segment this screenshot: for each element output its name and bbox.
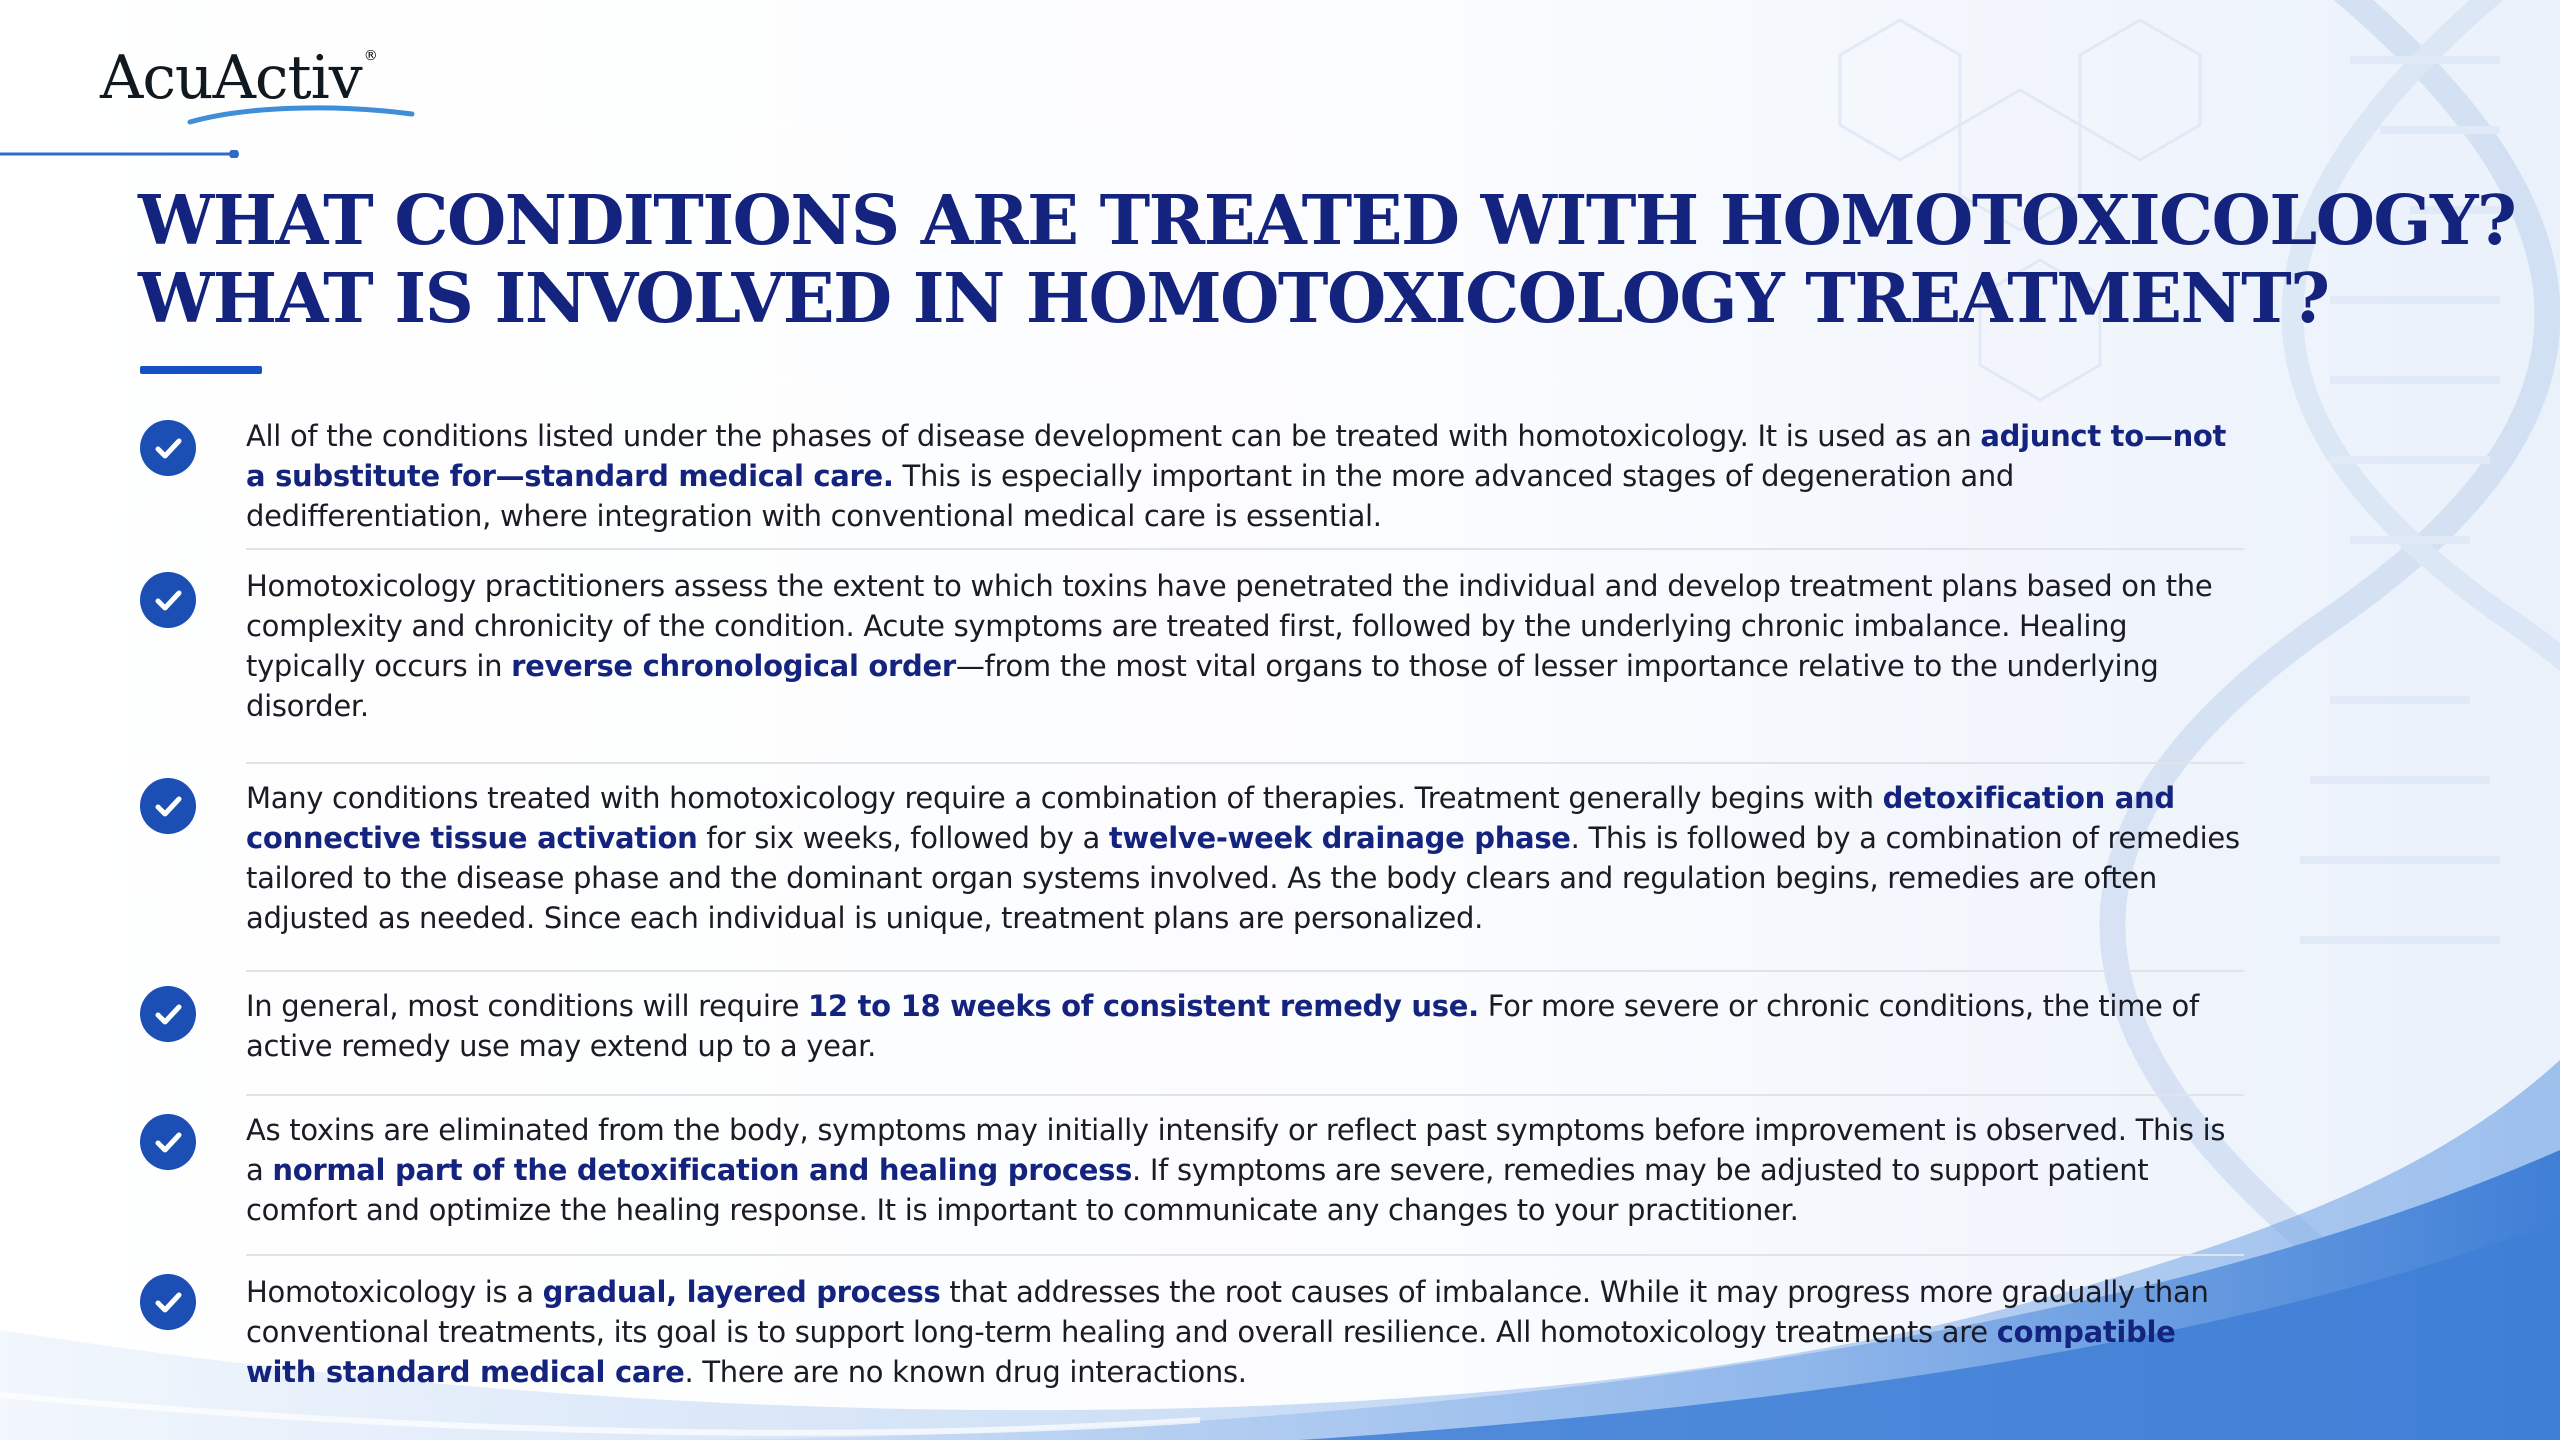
title-line-2: WHAT IS INVOLVED IN HOMOTOXICOLOGY TREATMENT? [138,259,2329,339]
item-text-part: In general, most conditions will require [246,989,809,1023]
checkmark-circle-icon [140,1114,196,1170]
brand-name: AcuActiv [100,43,362,113]
registered-mark: ® [363,48,378,64]
item-text-part: . If symptoms are severe, remedies may be adjusted to support patient comfort and optimize the healing response. It is important to communicate any changes to your practitioner. [246,1153,2149,1227]
checkmark-circle-icon [140,778,196,834]
item-text [246,416,2246,536]
item-text-part: —from the most vital organs to those of lesser importance relative to the underlying disorder. [246,649,2159,723]
header-rule [0,150,240,158]
item-highlight: normal part of the detoxification and healing process [272,1153,1133,1187]
item-highlight: 12 to 18 weeks of consistent remedy use. [808,989,1479,1023]
list-item [140,550,2240,762]
item-text-part: This is especially important in the more advanced stages of degeneration and dedifferentiation, where integration with conventional medical care is essential. [246,459,2015,533]
item-text-part: for six weeks, followed by a [697,821,1109,855]
item-highlight: twelve-week drainage phase [1108,821,1571,855]
brand-logo [100,43,378,113]
title-line-1: WHAT CONDITIONS ARE TREATED WITH HOMOTOXICOLOGY? [138,181,2516,261]
item-text-part: For more severe or chronic conditions, the time of active remedy use may extend up to a year. [246,989,2199,1063]
item-highlight: gradual, layered process [542,1275,941,1309]
checkmark-circle-icon [140,986,196,1042]
list-item [140,398,2240,548]
item-text [246,986,2246,1066]
checkmark-circle-icon [140,420,196,476]
item-text-part: All of the conditions listed under the phases of disease development can be treated with homotoxicology. It is used as an [246,419,1981,453]
item-text [246,778,2246,938]
checkmark-circle-icon [140,1274,196,1330]
list-item [140,1096,2240,1254]
checkmark-circle-icon [140,572,196,628]
page-title [138,181,2516,339]
item-text-part: . This is followed by a combination of remedies tailored to the disease phase and the dominant organ systems involved. As the body clears and regulation begins, remedies are often adjusted as needed. Since each individual is unique, treatment plans are personalized. [246,821,2240,935]
item-text [246,566,2246,726]
item-highlight: detoxification and connective tissue activation [246,781,2175,855]
item-highlight: adjunct to—not a substitute for—standard medical care. [246,419,2227,493]
title-underline [140,366,262,374]
item-highlight: compatible with standard medical care [246,1315,2176,1389]
item-text [246,1110,2246,1230]
list-item [140,1256,2240,1412]
logo-swoosh-icon [186,100,416,130]
item-text-part: . There are no known drug interactions. [684,1355,1247,1389]
item-highlight: reverse chronological order [511,649,956,683]
item-text-part: Homotoxicology practitioners assess the extent to which toxins have penetrated the individual and develop treatment plans based on the complexity and chronicity of the condition. Acute symptoms are treated first, followed by the underlying chronic imbalance. Healing typically occurs in [246,569,2213,683]
item-text-part: that addresses the root causes of imbalance. While it may progress more gradually than conventional treatments, its goal is to support long-term healing and overall resilience. All homotoxicology treatments are [246,1275,2209,1349]
item-text-part: Many conditions treated with homotoxicology require a combination of therapies. Treatment generally begins with [246,781,1883,815]
item-text-part: As toxins are eliminated from the body, symptoms may initially intensify or reflect past symptoms before improvement is observed. This is a [246,1113,2226,1187]
item-text-part: Homotoxicology is a [246,1275,543,1309]
list-item [140,972,2240,1094]
checklist [140,398,2240,1412]
list-item [140,764,2240,970]
item-text [246,1272,2246,1392]
